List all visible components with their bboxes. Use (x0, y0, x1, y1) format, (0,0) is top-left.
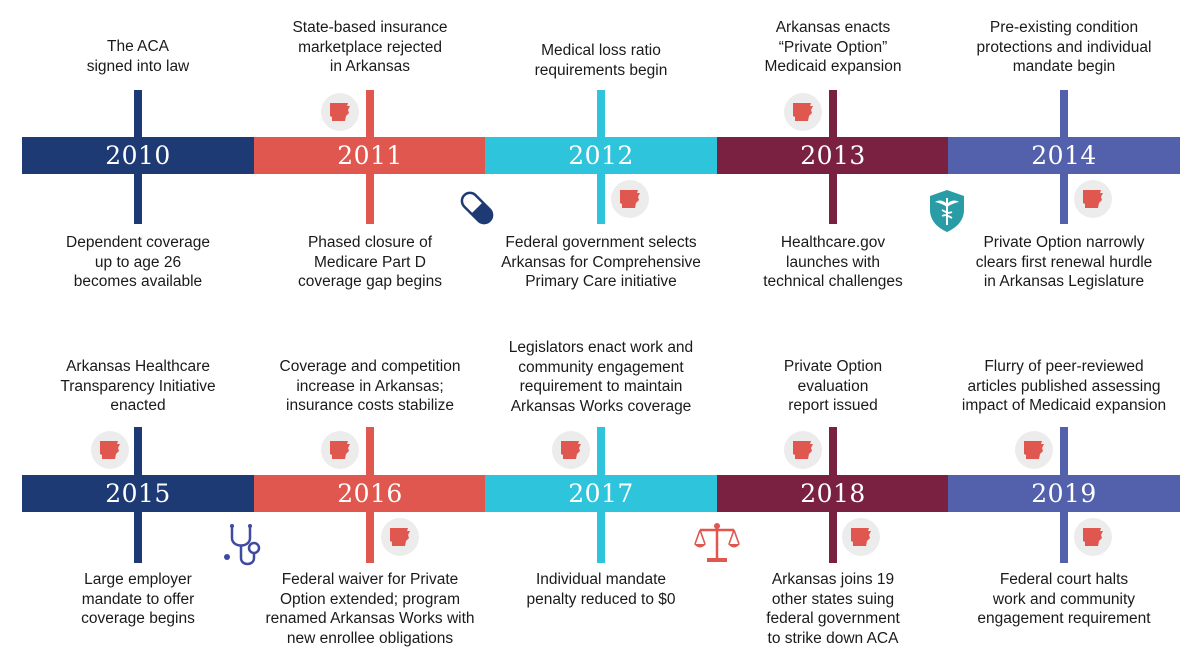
event-2016-above: Coverage and competition increase in Arkansas; insurance costs stabilize (279, 358, 461, 414)
year-segment-2017: 2017 (485, 475, 717, 512)
year-segment-2012: 2012 (485, 137, 717, 174)
stem-2018-top (829, 427, 837, 475)
stem-2019-top (1060, 427, 1068, 475)
arkansas-state-icon (784, 431, 822, 469)
timeline-bar-bottom (22, 475, 1180, 512)
arkansas-state-icon (381, 518, 419, 556)
stem-2011-bottom (366, 174, 374, 224)
arkansas-state-icon (1074, 180, 1112, 218)
arkansas-state-icon (321, 431, 359, 469)
year-segment-2010: 2010 (22, 137, 254, 174)
event-2017-below: Individual mandate penalty reduced to $0 (526, 571, 676, 608)
stem-2015-bottom (134, 511, 142, 563)
stem-2016-top (366, 427, 374, 475)
year-segment-2011: 2011 (254, 137, 486, 174)
arkansas-state-icon (552, 431, 590, 469)
event-2010-above: The ACA signed into law (86, 38, 190, 75)
stem-2016-bottom (366, 511, 374, 563)
caduceus-shield-icon (926, 188, 968, 239)
event-2014-above: Pre-existing condition protections and individual mandate begin (976, 19, 1152, 75)
event-2015-below: Large employer mandate to offer coverage begins (81, 571, 195, 627)
event-2013-above: Arkansas enacts “Private Option” Medicaid expansion (764, 19, 902, 75)
arkansas-state-icon (1074, 518, 1112, 556)
event-2018-below: Arkansas joins 19 other states suing federal government to strike down ACA (766, 571, 900, 647)
stem-2013-bottom (829, 174, 837, 224)
stem-2019-bottom (1060, 511, 1068, 563)
year-segment-2018: 2018 (717, 475, 949, 512)
stethoscope-icon (222, 522, 266, 577)
stem-2013-top (829, 90, 837, 138)
year-segment-2014: 2014 (948, 137, 1180, 174)
year-segment-2019: 2019 (948, 475, 1180, 512)
stem-2010-top (134, 90, 142, 138)
arkansas-state-icon (321, 93, 359, 131)
event-2011-below: Phased closure of Medicare Part D coverage gap begins (298, 234, 442, 290)
event-2014-below: Private Option narrowly clears first renewal hurdle in Arkansas Legislature (975, 234, 1153, 290)
stem-2017-bottom (597, 511, 605, 563)
arkansas-state-icon (842, 518, 880, 556)
stem-2014-bottom (1060, 174, 1068, 224)
stem-2018-bottom (829, 511, 837, 563)
event-2011-above: State-based insurance marketplace rejected in Arkansas (292, 19, 448, 75)
arkansas-state-icon (91, 431, 129, 469)
event-2017-above: Legislators enact work and community engagement requirement to maintain Arkansas Works coverage (508, 339, 694, 415)
event-2010-below: Dependent coverage up to age 26 becomes available (66, 234, 210, 290)
stem-2012-bottom (597, 174, 605, 224)
event-2012-below: Federal government selects Arkansas for Comprehensive Primary Care initiative (501, 234, 701, 290)
stem-2014-top (1060, 90, 1068, 138)
stem-2011-top (366, 90, 374, 138)
stem-2017-top (597, 427, 605, 475)
pill-capsule-icon (455, 186, 499, 235)
event-2018-above: Private Option evaluation report issued (783, 358, 883, 414)
event-2016-below: Federal waiver for Private Option extended; program renamed Arkansas Works with new enrollee obligations (265, 571, 475, 647)
stem-2012-top (597, 90, 605, 138)
event-2013-below: Healthcare.gov launches with technical challenges (763, 234, 903, 290)
year-segment-2015: 2015 (22, 475, 254, 512)
event-2012-above: Medical loss ratio requirements begin (534, 42, 668, 79)
year-segment-2013: 2013 (717, 137, 949, 174)
stem-2010-bottom (134, 174, 142, 224)
arkansas-state-icon (611, 180, 649, 218)
event-2019-above: Flurry of peer-reviewed articles published assessing impact of Medicaid expansion (961, 358, 1167, 414)
timeline-bar-top (22, 137, 1180, 174)
event-2015-above: Arkansas Healthcare Transparency Initiative enacted (60, 358, 216, 414)
year-segment-2016: 2016 (254, 475, 486, 512)
arkansas-state-icon (1015, 431, 1053, 469)
arkansas-state-icon (784, 93, 822, 131)
stem-2015-top (134, 427, 142, 475)
event-2019-below: Federal court halts work and community engagement requirement (977, 571, 1151, 627)
scales-of-justice-icon (694, 520, 740, 569)
